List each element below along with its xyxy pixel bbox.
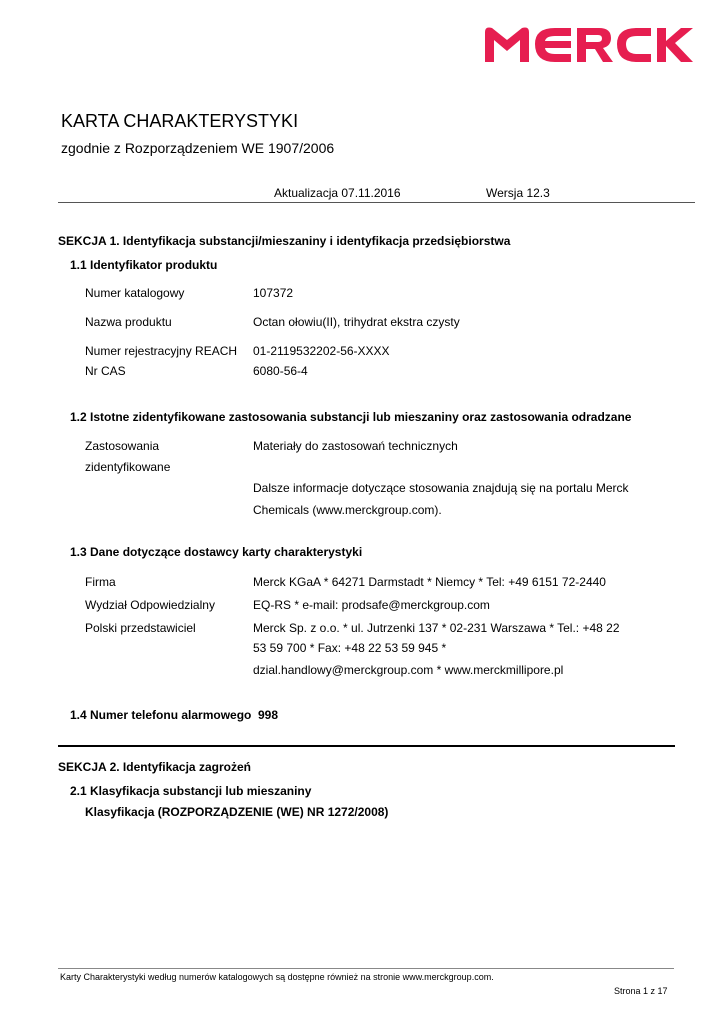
- merck-logo: [485, 26, 693, 62]
- version-number: Wersja 12.3: [486, 186, 550, 200]
- uses-info-line1: Dalsze informacje dotyczące stosowania znajdują się na portalu Merck: [253, 481, 629, 495]
- revision-date: Aktualizacja 07.11.2016: [274, 186, 401, 200]
- page-number: Strona 1 z 17: [614, 986, 668, 996]
- department-label: Wydział Odpowiedzialny: [85, 598, 215, 612]
- footer-divider: [58, 968, 674, 969]
- catalog-number-value: 107372: [253, 286, 294, 300]
- uses-label-line1: Zastosowania: [85, 439, 160, 453]
- product-name-value: Octan ołowiu(II), trihydrat ekstra czysty: [253, 315, 460, 329]
- s12-heading: 1.2 Istotne zidentyfikowane zastosowania substancji lub mieszaniny oraz zastosowania odradzane: [70, 410, 632, 424]
- s14-heading: 1.4 Numer telefonu alarmowego: [70, 708, 252, 722]
- section1-heading: SEKCJA 1. Identyfikacja substancji/mieszaniny i identyfikacja przedsiębiorstwa: [58, 234, 511, 248]
- catalog-number-label: Numer katalogowy: [85, 286, 185, 300]
- reach-value: 01-2119532202-56-XXXX: [253, 344, 390, 358]
- footer-note: Karty Charakterystyki według numerów katalogowych są dostępne również na stronie www.merckgroup.com.: [60, 972, 494, 982]
- s21-heading: 2.1 Klasyfikacja substancji lub mieszaniny: [70, 784, 312, 798]
- section-divider: [58, 745, 675, 747]
- polish-rep-line1: Merck Sp. z o.o. * ul. Jutrzenki 137 * 02-231 Warszawa * Tel.: +48 22: [253, 621, 620, 635]
- s13-heading: 1.3 Dane dotyczące dostawcy karty charakterystyki: [70, 545, 363, 559]
- product-name-label: Nazwa produktu: [85, 315, 172, 329]
- cas-label: Nr CAS: [85, 364, 126, 378]
- polish-rep-line3: dzial.handlowy@merckgroup.com * www.merckmillipore.pl: [253, 663, 564, 677]
- uses-info-line2: Chemicals (www.merckgroup.com).: [253, 503, 442, 517]
- polish-rep-label: Polski przedstawiciel: [85, 621, 196, 635]
- s21-subheading: Klasyfikacja (ROZPORZĄDZENIE (WE) NR 1272/2008): [85, 805, 389, 819]
- emergency-number: 998: [258, 708, 279, 722]
- polish-rep-line2: 53 59 700 * Fax: +48 22 53 59 945 *: [253, 641, 447, 655]
- uses-label-line2: zidentyfikowane: [85, 460, 171, 474]
- section2-heading: SEKCJA 2. Identyfikacja zagrożeń: [58, 760, 251, 774]
- header-divider: [58, 202, 695, 203]
- reach-label: Numer rejestracyjny REACH: [85, 344, 238, 358]
- s11-heading: 1.1 Identyfikator produktu: [70, 258, 218, 272]
- cas-value: 6080-56-4: [253, 364, 308, 378]
- document-subtitle: zgodnie z Rozporządzeniem WE 1907/2006: [61, 140, 335, 156]
- department-value: EQ-RS * e-mail: prodsafe@merckgroup.com: [253, 598, 490, 612]
- uses-value: Materiały do zastosowań technicznych: [253, 439, 458, 453]
- company-value: Merck KGaA * 64271 Darmstadt * Niemcy * Tel: +49 6151 72-2440: [253, 575, 606, 589]
- document-title: KARTA CHARAKTERYSTYKI: [61, 111, 299, 131]
- company-label: Firma: [85, 575, 116, 589]
